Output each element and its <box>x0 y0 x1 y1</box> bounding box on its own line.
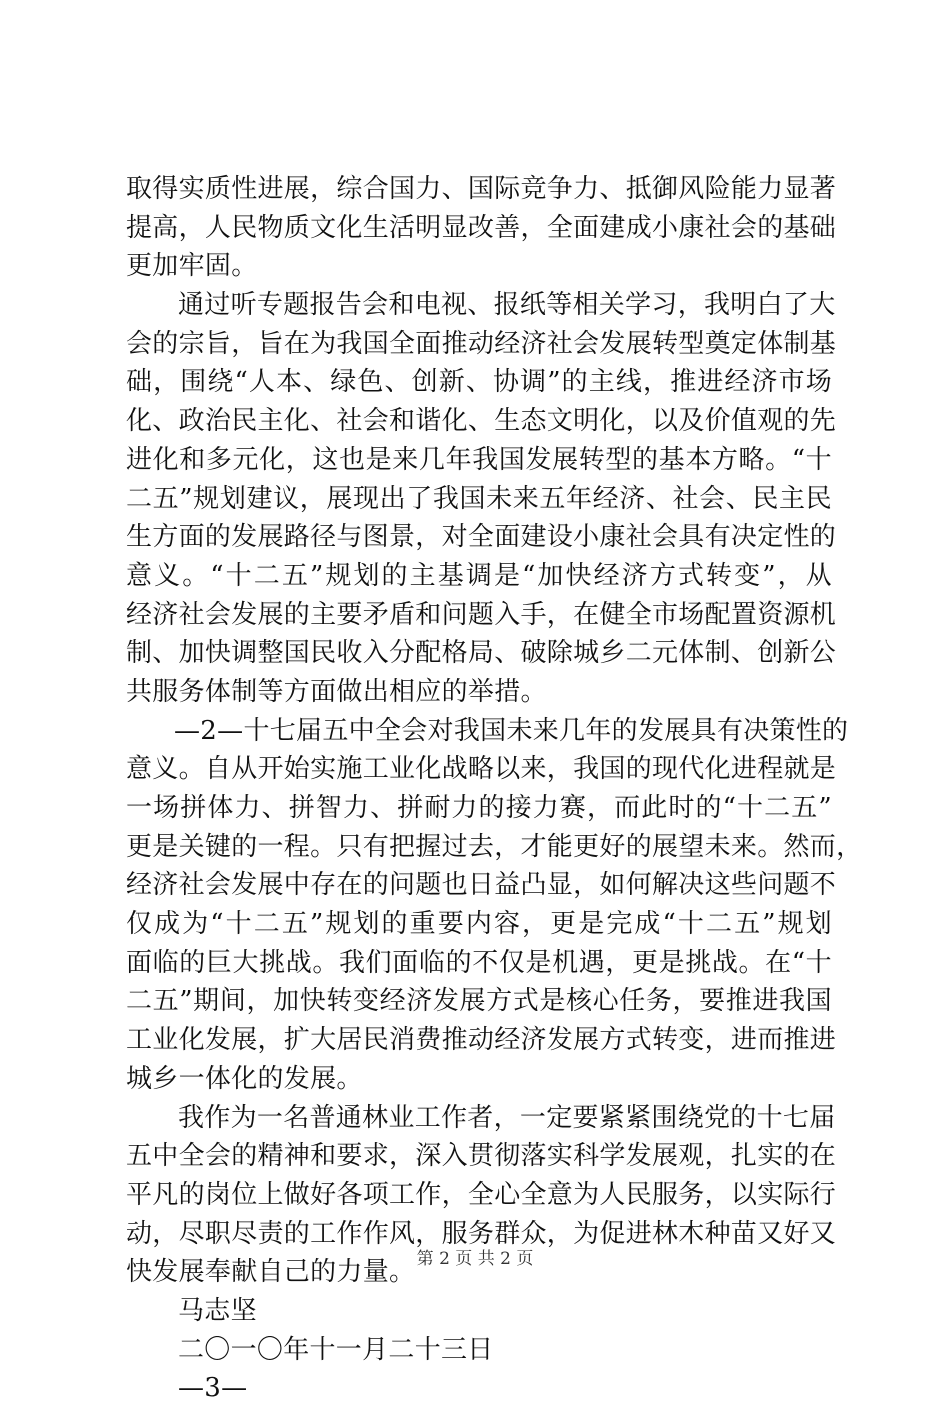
text-line: 面临的巨大挑战。我们面临的不仅是机遇，更是挑战。在“十 <box>126 947 832 978</box>
text-line: 城乡一体化的发展。 <box>126 1063 363 1094</box>
text-line: 意义。自从开始实施工业化战略以来，我国的现代化进程就是 <box>126 754 837 785</box>
paragraph-start-line: 通过听专题报告会和电视、报纸等相关学习，我明白了大 <box>178 290 836 321</box>
text-line: 一场拼体力、拼智力、拼耐力的接力赛，而此时的“十二五” <box>126 793 832 823</box>
paragraph-start-line: 我作为一名普通林业工作者，一定要紧紧围绕党的十七届 <box>178 1102 836 1133</box>
text-line: 动，尽职尽责的工作作风，服务群众，为促进林木种苗又好又 <box>126 1218 837 1249</box>
text-line: 进化和多元化，这也是来几年我国发展转型的基本方略。“十 <box>126 444 832 475</box>
document-body <box>126 170 863 1408</box>
text-line: 化、政治民主化、社会和谐化、生态文明化，以及价值观的先 <box>126 406 837 437</box>
page-footer <box>0 1244 950 1269</box>
inline-page-marker: —3— <box>178 1373 248 1404</box>
paragraph-start-line: —2—十七届五中全会对我国未来几年的发展具有决策性的 <box>174 715 849 746</box>
text-line: 础，围绕“人本、绿色、创新、协调”的主线，推进经济市场 <box>126 367 832 398</box>
text-line: 五中全会的精神和要求，深入贯彻落实科学发展观，扎实的在 <box>126 1141 837 1172</box>
text-line: 工业化发展，扩大居民消费推动经济发展方式转变，进而推进 <box>126 1025 837 1056</box>
text-line: 意义。“十二五”规划的主基调是“加快经济方式转变”，从 <box>126 560 832 591</box>
text-line: 仅成为“十二五”规划的重要内容，更是完成“十二五”规划 <box>126 909 832 940</box>
text-line: 平凡的岗位上做好各项工作，全心全意为人民服务，以实际行 <box>126 1179 837 1210</box>
signature-name: 马志坚 <box>178 1295 257 1326</box>
text-line: 提高，人民物质文化生活明显改善，全面建成小康社会的基础 <box>126 212 837 243</box>
text-line: 更加牢固。 <box>126 251 258 282</box>
text-line: 更是关键的一程。只有把握过去，才能更好的展望未来。然而， <box>126 831 863 862</box>
page-number-label: 第 2 页 共 2 页 <box>416 1249 534 1269</box>
text-line: 快发展奉献自己的力量。 <box>126 1257 416 1288</box>
signature-date: 二〇一〇年十一月二十三日 <box>178 1334 494 1365</box>
text-line: 二五”规划建议，展现出了我国未来五年经济、社会、民主民 <box>126 483 832 514</box>
text-line: 会的宗旨，旨在为我国全面推动经济社会发展转型奠定体制基 <box>126 328 837 359</box>
text-line: 制、加快调整国民收入分配格局、破除城乡二元体制、创新公 <box>126 638 837 669</box>
text-line: 二五”期间，加快转变经济发展方式是核心任务，要推进我国 <box>126 986 832 1017</box>
text-line: 取得实质性进展，综合国力、国际竞争力、抵御风险能力显著 <box>126 174 837 204</box>
text-line: 生方面的发展路径与图景，对全面建设小康社会具有决定性的 <box>126 522 837 553</box>
text-line: 经济社会发展的主要矛盾和问题入手，在健全市场配置资源机 <box>126 599 837 630</box>
text-line: 共服务体制等方面做出相应的举措。 <box>126 676 547 707</box>
text-line: 经济社会发展中存在的问题也日益凸显，如何解决这些问题不 <box>126 870 837 901</box>
